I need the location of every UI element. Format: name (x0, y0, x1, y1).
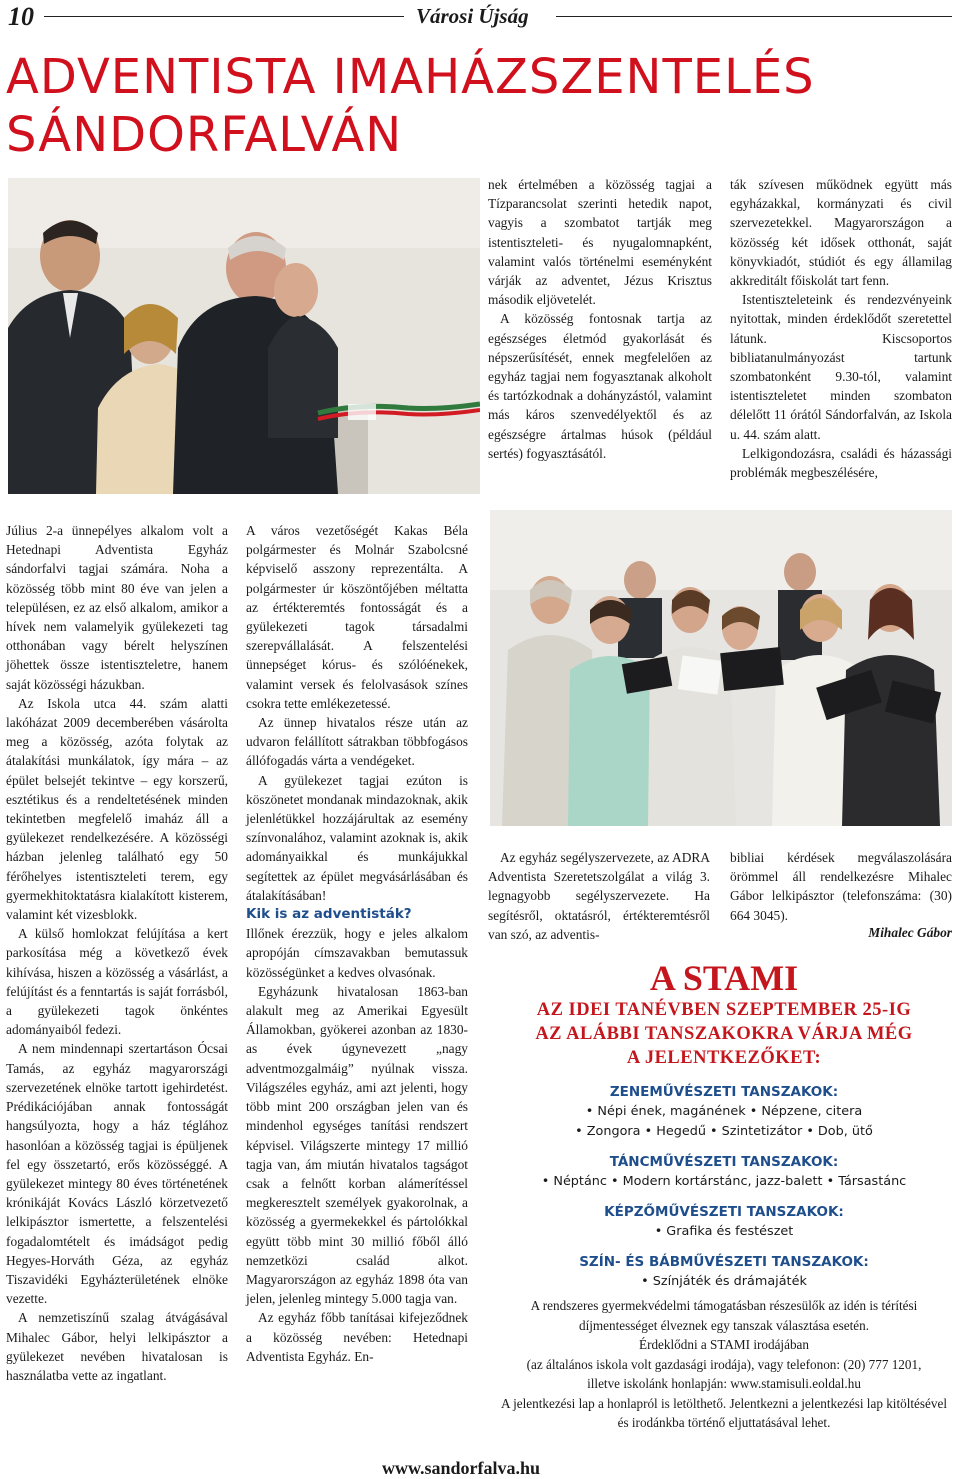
column-1 (6, 521, 228, 1385)
header-rule-left (44, 16, 404, 17)
paragraph: Istentiszteleteink és rendezvényeink nyitottak, minden érdeklődőt szeretettel látunk. Kiscsoportos bibliatanulmányozást tartunk szombatonként 9.30-tól, valamint istentiszteletet minden szombaton délelőtt 11 órától Sándorfalván, az Iskola u. 44. szám alatt. (730, 292, 952, 442)
stami-advertisement (494, 958, 954, 1433)
ad-section-line: • Színjáték és drámajáték (641, 1274, 807, 1289)
ad-note: (az általános iskola volt gazdasági irodája), vagy telefonon: (20) 777 1201, (526, 1356, 922, 1372)
ad-section-line: • Grafika és festészet (654, 1224, 794, 1239)
ad-subtitle-2: AZ ALÁBBI TANSZAKOKRA VÁRJA MÉG (535, 1024, 913, 1044)
ad-section-heading: TÁNCMŰVÉSZETI TANSZAKOK: (609, 1154, 839, 1170)
ad-section-line: • Zongora • Hegedű • Szintetizátor • Dob, ütő (575, 1124, 873, 1139)
paragraph: A nemzetiszínű szalag átvágásával Mihalec Gábor, helyi lelkipásztor a gyülekezet nevében hivatalosan is használatba vette az ingatlant. (6, 1310, 228, 1383)
ad-title: A STAMI (649, 958, 799, 998)
paragraph: A nem mindennapi szertartáson Ócsai Tamás, az egyház magyarországi szervezetének elnöke tartott igehirdetést. Prédikációjában annak fontosságát hangsúlyozta, hogy a ház téglához hasonlóan a közösség tagjai is épüljenek fel egy összetartó, erős közösséggé. A gyülekezet mintegy 80 éves történetének krónikáját Kovács László körzetvezető lelkipásztor ismertette, a felszentelési fogadalomtételt és imádságot pedig Hegyes-Horváth Géza, az egyház Tiszavidéki Egyházterületének elnöke vezette. (6, 1041, 228, 1307)
ad-section-line: • Néptánc • Modern kortárstánc, jazz-balett • Társastánc (541, 1174, 907, 1189)
paragraph: Az ünnep hivatalos része után az udvaron felállított sátrakban többfogásos állófogadás várta a vendégeket. (246, 715, 468, 769)
header-rule-right (556, 16, 952, 17)
column-3-top (488, 175, 712, 463)
ad-section-heading: KÉPZŐMŰVÉSZETI TANSZAKOK: (604, 1204, 844, 1220)
paragraph: bibliai kérdések megválaszolására örömmel áll rendelkezésre Mihalec Gábor lelkipásztor (telefonszáma: (30) 664 3045). (730, 850, 952, 923)
paragraph: Az egyház segélyszervezete, az ADRA Adventista Szeretetszolgálat a világ 3. legnagyobb segélyszervezete. Ha segítésről, oktatásról, értékteremtésről van szó, az adventis- (488, 850, 710, 942)
paragraph: Egyházunk hivatalosan 1863-ban alakult meg az Amerikai Egyesült Államokban, gyökerei azonban az 1830-as évek úgynevezett „nagy adventmozgalmáig” nyúlnak vissza. Világszéles egyház, ami azt jelenti, hogy több mint 200 országban jelen van és mindenhol egységes tanítási rendszert képvisel. Világszerte mintegy 17 millió tagja van, ám miután hivatalos tagságot csak a felnőtt korban alámerítéssel megkeresztelt személyek gyakorolnak, a közösség a gyermekekkel és pártolókkal együtt több mint 30 millió főből álló nemzetközi család alkot. Magyarországon az egyház 1898 óta van jelen, jelenleg mintegy 5.000 tagja van. (246, 983, 468, 1307)
ad-note: illetve iskolánk honlapján: www.stamisuli.eoldal.hu (587, 1376, 861, 1391)
paragraph: nek értelmében a közösség tagjai a Tízparancsolat szerinti hetedik napot, vagyis a szombatot tartják meg istentiszteleti- és nyugalomnapként, valamint valós történelmi eseményként várják az adventet, Jézus Krisztus második eljövetelét. (488, 177, 712, 308)
paragraph: Az egyház főbb tanításai kifejeződnek a közösség nevében: Hetednapi Adventista Egyház. En- (246, 1310, 468, 1364)
newspaper-name: Városi Újság (416, 4, 529, 28)
ad-note: A rendszeres gyermekvédelmi támogatásban részesülők az idén is térítési díjmentességet élveznek egy tanszak választása esetén. (530, 1298, 918, 1333)
headline-line-2: SÁNDORFALVÁN (6, 107, 403, 163)
paragraph: ták szívesen működnek együtt más egyházakkal, kormányzati és civil szervezetekkel. Magyarországon a közösség két idősek otthonát, saját könyvkiadót, stúdiót és egy államilag akkreditált főiskolát tart fenn. (730, 177, 952, 289)
paragraph: Július 2-a ünnepélyes alkalom volt a Hetednapi Adventista Egyház sándorfalvi tagjai számára. Noha a közösség több mint 80 éve van jelen a településen, ez az első alkalom, amikor a hívek nem valamelyik gyülekezeti tag otthonában vagy bérelt helyszínen jöhettek össze istentiszteletre, hanem saját közösségi házukban. (6, 523, 228, 692)
column-3-bottom (488, 848, 710, 944)
column-4-top (730, 175, 952, 482)
ad-section-line: • Népi ének, magánének • Népzene, citera (585, 1104, 863, 1119)
paragraph: Az Iskola utca 44. szám alatti lakóházat 2009 decemberében vásárolta meg a közösség, azóta folytak az átalakítási munkálatok, így mára – az épület belsejét tekintve – egy korszerű, esztétikus és a rendeltetésének minden tekintetben megfelelő imaház áll a gyülekezet rendelkezésére. A közösségi házban jelenleg található egy 50 férőhelyes istentiszteleti terem, egy gyermekhitoktatásra kialakított kisterem, valamint két vizesblokk. (6, 695, 228, 923)
choir-photo (490, 510, 952, 826)
ad-section-heading: SZÍN- ÉS BÁBMŰVÉSZETI TANSZAKOK: (579, 1254, 869, 1270)
headline-line-1: ADVENTISTA IMAHÁZSZENTELÉS (6, 49, 815, 105)
section-heading: Kik is az adventisták? (246, 906, 412, 923)
paragraph: A külső homlokzat felújítása a kert parkosítása még a következő évek kihívása, hiszen a közösség a vásárlást, a felújítást és a fenntartás is saját forrásból, a gyülekezeti tagok önkéntes adományaiból fedezi. (6, 926, 228, 1038)
ad-section-heading: ZENEMŰVÉSZETI TANSZAKOK: (609, 1084, 839, 1100)
column-4-bottom (730, 848, 952, 941)
paragraph: Illőnek érezzük, hogy e jeles alkalom apropóján címszavakban bemutassuk közösségünket a kedves olvasónak. (246, 926, 468, 980)
ribbon-cutting-photo (8, 178, 480, 494)
paragraph: Lelkigondozásra, családi és házassági problémák megbeszélésére, (730, 445, 952, 481)
ad-note: A jelentkezési lap a honlapról is letölthető. Jelentkezni a jelentkezési lap kitöltésével és irodánkba történő eljuttatásával lehet. (500, 1395, 948, 1430)
paragraph: A város vezetőségét Kakas Béla polgármester és Molnár Szabolcsné képviselő asszony reprezentálta. A polgármester úr köszöntőjében méltatta az értékteremtés fontosságát és a gyülekezeti tagok társadalmi szerepvállalását. A felszentelési ünnepséget kórus- és szólóénekek, valamint versek és felolvasások színes csokra tette emlékezetessé. (246, 523, 468, 711)
ad-note: Érdeklődni a STAMI irodájában (639, 1337, 809, 1352)
footer-url: www.sandorfalva.hu (382, 1458, 541, 1478)
paragraph: A gyülekezet tagjai ezúton is köszönetet mondanak mindazoknak, akik jelenlétükkel hozzájárultak az esemény színvonalához, valamint azoknak is, akik adományaikkal és munkájukkal segítettek az épület megvásárlásában és átalakításában! (246, 772, 468, 903)
author-signature: Mihalec Gábor (868, 924, 952, 940)
column-2 (246, 521, 468, 1366)
article-headline (6, 48, 906, 164)
paragraph: A közösség fontosnak tartja az egészséges életmód gyakorlását és népszerűsítését, ennek megfelelően az egyház tagjai nem fogyasztanak alkoholt és tartózkodnak a dohányzástól, valamint más káros szenvedélyektől és az egészségre ártalmas húsok (például sertés) fogyasztásától. (488, 311, 712, 461)
ad-subtitle-3: A JELENTKEZŐKET: (626, 1048, 822, 1068)
ad-subtitle-1: AZ IDEI TANÉVBEN SZEPTEMBER 25-IG (536, 1000, 912, 1020)
page-number: 10 (8, 2, 34, 31)
